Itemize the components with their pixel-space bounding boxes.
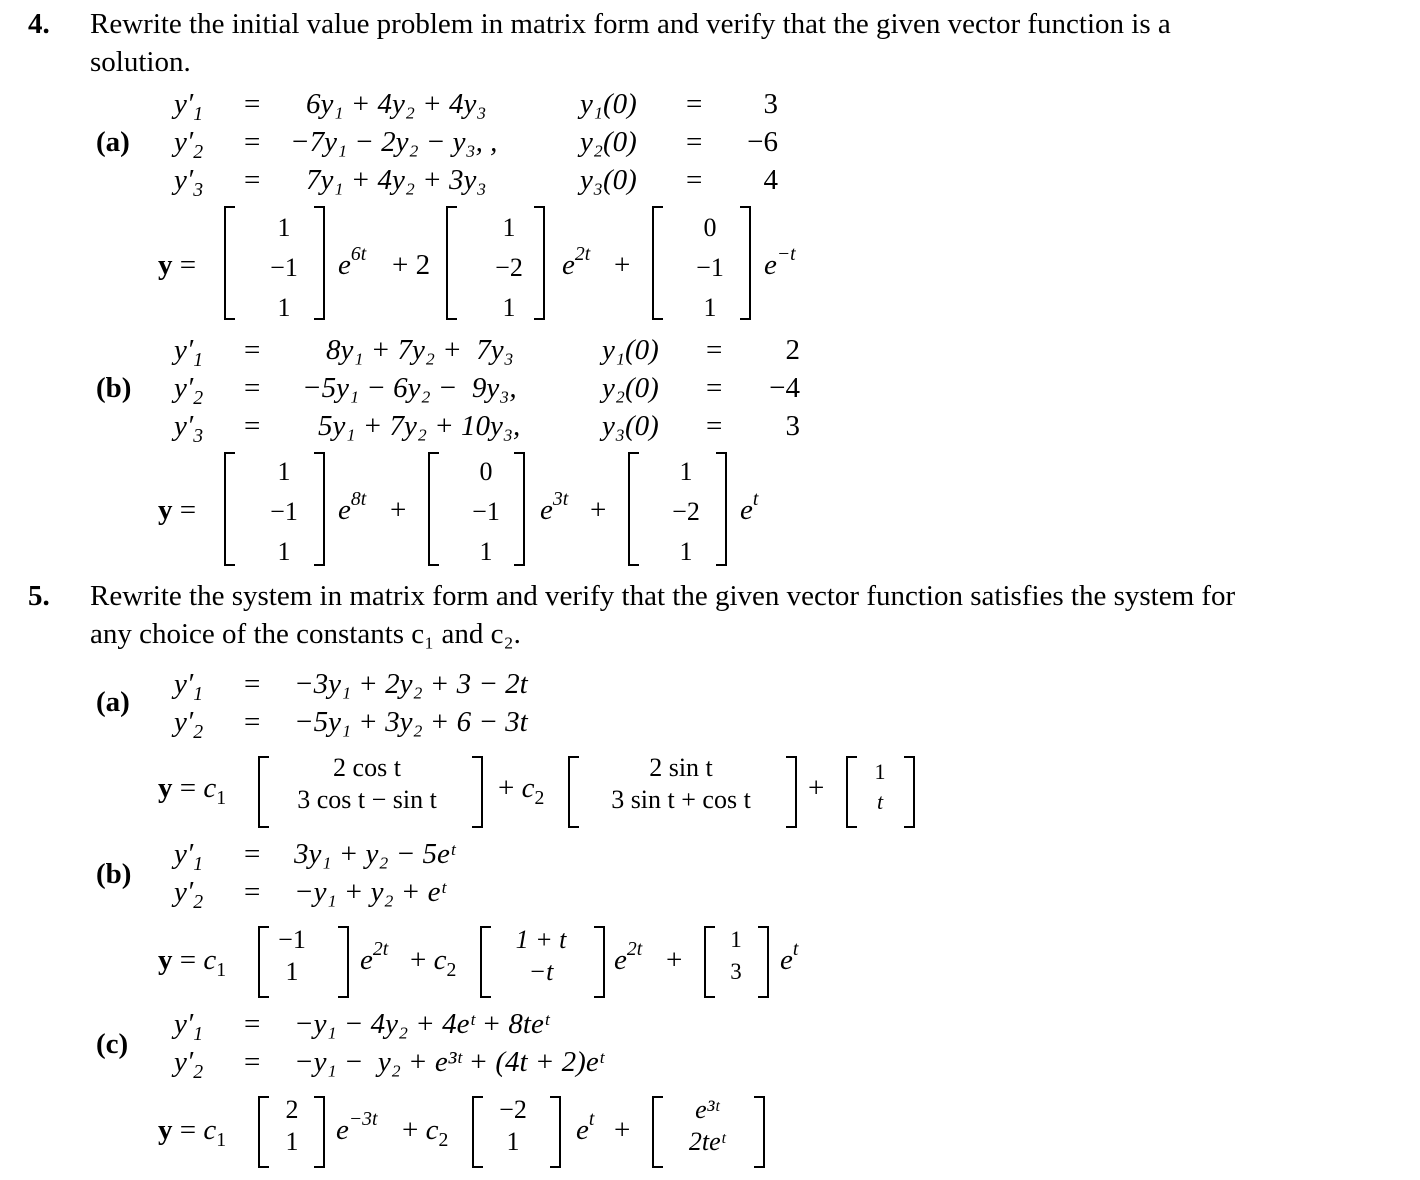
rhs-eq-2: −5y₁ − 6y₂ − 9y₃, xyxy=(302,372,517,404)
problem-4a-label: (a) xyxy=(96,126,130,158)
left-bracket xyxy=(846,756,857,828)
exp-term-2: $e^t$ xyxy=(576,1108,595,1146)
problem-4-text-line2: solution. xyxy=(90,46,191,78)
right-bracket xyxy=(514,452,525,566)
exp-term-2: $e^{2t}$ xyxy=(562,243,591,281)
solution-label: $y = c_1$ xyxy=(158,1114,227,1151)
ic-lhs-3: y₃(0) xyxy=(602,410,659,442)
lhs-y2-prime: $y'_2$ xyxy=(174,126,204,163)
rhs-eq-1: −y₁ − 4y₂ + 4eᵗ + 8teᵗ xyxy=(294,1008,549,1040)
ic-value-2: −4 xyxy=(769,372,800,404)
left-bracket xyxy=(652,1096,663,1168)
ic-value-1: 3 xyxy=(763,88,778,120)
right-bracket xyxy=(754,1096,765,1168)
ic-lhs-2: y₂(0) xyxy=(602,372,659,404)
right-bracket xyxy=(740,206,751,320)
left-bracket xyxy=(628,452,639,566)
left-bracket xyxy=(428,452,439,566)
right-bracket xyxy=(758,926,769,998)
solution-label: $y = c_1$ xyxy=(158,944,227,981)
ic-lhs-1: y₁(0) xyxy=(580,88,637,120)
right-bracket xyxy=(550,1096,561,1168)
problem-5a-label: (a) xyxy=(96,686,130,718)
problem-5-text-line2: any choice of the constants c₁ and c₂. xyxy=(90,618,521,650)
lhs-y1-prime: $y'_1$ xyxy=(174,88,204,125)
left-bracket xyxy=(224,452,235,566)
vector-1: −1 1 xyxy=(278,925,306,986)
vector-2: 1 + t −t xyxy=(515,925,567,986)
lhs-y1-prime: $y'_1$ xyxy=(174,1008,204,1045)
lhs-y2-prime: $y'_2$ xyxy=(174,876,204,913)
lhs-y3-prime: $y'_3$ xyxy=(174,164,204,201)
left-bracket xyxy=(258,1096,269,1168)
rhs-eq-1: −3y₁ + 2y₂ + 3 − 2t xyxy=(294,668,528,700)
right-bracket xyxy=(314,206,325,320)
constant-c2: + $c_2$ xyxy=(498,772,545,809)
rhs-eq-1: 8y₁ + 7y₂ + 7y₃ xyxy=(326,334,514,366)
lhs-y2-prime: $y'_2$ xyxy=(174,372,204,409)
left-bracket xyxy=(472,1096,483,1168)
lhs-y3-prime: $y'_3$ xyxy=(174,410,204,447)
vector-1: 1 −1 1 xyxy=(270,213,298,322)
rhs-eq-1: 6y₁ + 4y₂ + 4y₃ xyxy=(306,88,487,120)
problem-4-number: 4. xyxy=(28,8,50,40)
ic-lhs-2: y₂(0) xyxy=(580,126,637,158)
right-bracket xyxy=(314,1096,325,1168)
coefficient-2: + 2 xyxy=(392,249,431,281)
left-bracket xyxy=(480,926,491,998)
right-bracket xyxy=(716,452,727,566)
exp-term-2: $e^{2t}$ xyxy=(614,938,643,976)
lhs-y1-prime: $y'_1$ xyxy=(174,334,204,371)
left-bracket xyxy=(258,756,269,828)
rhs-eq-2: −7y₁ − 2y₂ − y₃, , xyxy=(290,126,498,158)
solution-label: $y = c_1$ xyxy=(158,772,227,809)
vector-1: 2 cos t 3 cos t − sin t xyxy=(297,753,437,814)
ic-value-2: −6 xyxy=(747,126,778,158)
left-bracket xyxy=(568,756,579,828)
right-bracket xyxy=(338,926,349,998)
exp-term-3: $e^t$ xyxy=(780,938,799,976)
right-bracket xyxy=(904,756,915,828)
rhs-eq-2: −y₁ + y₂ + eᵗ xyxy=(294,876,446,908)
ic-value-3: 4 xyxy=(763,164,778,196)
right-bracket xyxy=(472,756,483,828)
left-bracket xyxy=(224,206,235,320)
vector-1: 2 1 xyxy=(285,1095,299,1156)
vector-3: 0 −1 1 xyxy=(696,213,724,322)
constant-c2: + $c_2$ xyxy=(410,944,457,981)
rhs-eq-2: −5y₁ + 3y₂ + 6 − 3t xyxy=(294,706,528,738)
right-bracket xyxy=(786,756,797,828)
rhs-eq-2: −y₁ − y₂ + e³ᵗ + (4t + 2)eᵗ xyxy=(294,1046,604,1078)
vector-2: 1 −2 1 xyxy=(495,213,523,322)
vector-2: 0 −1 1 xyxy=(472,457,500,566)
left-bracket xyxy=(258,926,269,998)
exp-term-1: $e^{8t}$ xyxy=(338,488,367,526)
lhs-y2-prime: $y'_2$ xyxy=(174,706,204,743)
vector-1: 1 −1 1 xyxy=(270,457,298,566)
right-bracket xyxy=(314,452,325,566)
exp-term-2: $e^{3t}$ xyxy=(540,488,569,526)
solution-label: y = xyxy=(158,494,197,526)
ic-value-3: 3 xyxy=(785,410,800,442)
lhs-y1-prime: $y'_1$ xyxy=(174,838,204,875)
vector-2: 2 sin t 3 sin t + cos t xyxy=(611,753,751,814)
vector-2: −2 1 xyxy=(499,1095,527,1156)
constant-c2: + $c_2$ xyxy=(402,1114,449,1151)
left-bracket xyxy=(652,206,663,320)
lhs-y2-prime: $y'_2$ xyxy=(174,1046,204,1083)
ic-value-1: 2 xyxy=(785,334,800,366)
exp-term-1: $e^{-3t}$ xyxy=(336,1108,378,1146)
left-bracket xyxy=(704,926,715,998)
solution-label: y = xyxy=(158,249,197,281)
problem-4-text-line1: Rewrite the initial value problem in matrix form and verify that the given vector function is a xyxy=(90,8,1171,40)
exp-term-3: $e^t$ xyxy=(740,488,759,526)
rhs-eq-1: 3y₁ + y₂ − 5eᵗ xyxy=(294,838,455,870)
left-bracket xyxy=(446,206,457,320)
right-bracket xyxy=(534,206,545,320)
exp-term-1: $e^{2t}$ xyxy=(360,938,389,976)
vector-3: e³ᵗ 2teᵗ xyxy=(688,1095,726,1156)
vector-3: 1 t xyxy=(874,759,886,814)
vector-3: 1 3 xyxy=(730,927,742,984)
rhs-eq-3: 5y₁ + 7y₂ + 10y₃, xyxy=(318,410,521,442)
exp-term-1: $e^{6t}$ xyxy=(338,243,367,281)
problem-5-number: 5. xyxy=(28,580,50,612)
problem-5-text-line1: Rewrite the system in matrix form and verify that the given vector function satisfies the system for xyxy=(90,580,1236,612)
vector-3: 1 −2 1 xyxy=(672,457,700,566)
exp-term-3: $e^{-t}$ xyxy=(764,243,796,281)
ic-lhs-1: y₁(0) xyxy=(602,334,659,366)
problem-4b-label: (b) xyxy=(96,372,132,404)
ic-lhs-3: y₃(0) xyxy=(580,164,637,196)
problem-5b-label: (b) xyxy=(96,858,132,890)
right-bracket xyxy=(594,926,605,998)
problem-5c-label: (c) xyxy=(96,1028,129,1060)
lhs-y1-prime: $y'_1$ xyxy=(174,668,204,705)
rhs-eq-3: 7y₁ + 4y₂ + 3y₃ xyxy=(306,164,487,196)
